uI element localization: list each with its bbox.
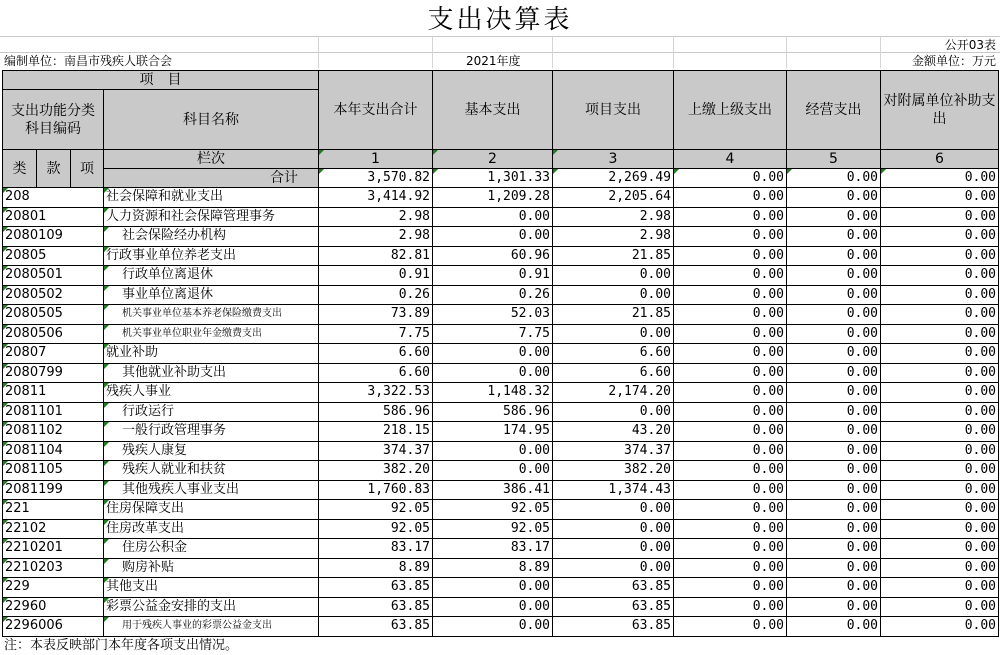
- amount-cell: 63.85: [553, 578, 674, 598]
- subject-name-cell: 购房补贴: [104, 558, 319, 578]
- header-subsidy: 对附属单位补助支出: [881, 71, 999, 150]
- amount-cell: 0.00: [881, 578, 999, 598]
- amount-cell: 0.00: [787, 246, 881, 266]
- func-code-cell: 2081199: [3, 480, 104, 500]
- amount-cell: 1,148.32: [433, 383, 553, 403]
- amount-cell: 0.00: [881, 188, 999, 208]
- amount-cell: 0.00: [787, 500, 881, 520]
- amount-cell: 374.37: [553, 441, 674, 461]
- amount-cell: 7.75: [433, 324, 553, 344]
- amount-cell: 0.00: [553, 285, 674, 305]
- amount-cell: 60.96: [433, 246, 553, 266]
- amount-cell: 1,209.28: [433, 188, 553, 208]
- total-cell: 1,301.33: [433, 169, 553, 188]
- amount-cell: 0.00: [787, 402, 881, 422]
- amount-cell: 63.85: [553, 617, 674, 637]
- amount-cell: 0.00: [787, 285, 881, 305]
- amount-cell: 0.00: [787, 539, 881, 559]
- amount-cell: 386.41: [433, 480, 553, 500]
- fiscal-year: 2021年度: [466, 54, 521, 68]
- amount-cell: 0.00: [787, 519, 881, 539]
- amount-cell: 0.00: [674, 227, 787, 247]
- amount-unit: 金额单位：万元: [911, 54, 996, 68]
- total-label: 合计: [104, 169, 319, 188]
- amount-cell: 92.05: [433, 519, 553, 539]
- amount-cell: 0.00: [553, 500, 674, 520]
- subject-name-cell: 残疾人事业: [104, 383, 319, 403]
- expenditure-table: [2, 70, 999, 637]
- amount-cell: 0.00: [553, 402, 674, 422]
- amount-cell: 0.00: [433, 597, 553, 617]
- amount-cell: 382.20: [319, 461, 433, 481]
- amount-cell: 0.00: [881, 441, 999, 461]
- grid-line: [432, 36, 433, 68]
- amount-cell: 73.89: [319, 305, 433, 325]
- amount-cell: 2.98: [553, 227, 674, 247]
- header-basic: 基本支出: [433, 71, 553, 150]
- table-row: [3, 188, 999, 208]
- amount-cell: 0.00: [787, 558, 881, 578]
- amount-cell: 63.85: [553, 597, 674, 617]
- table-row: [3, 558, 999, 578]
- grid-line: [318, 36, 319, 68]
- amount-cell: 0.00: [787, 188, 881, 208]
- amount-cell: 52.03: [433, 305, 553, 325]
- table-row: [3, 344, 999, 364]
- amount-cell: 83.17: [433, 539, 553, 559]
- grid-line: [0, 36, 1000, 37]
- amount-cell: 0.00: [433, 207, 553, 227]
- subject-name-cell: 社会保障和就业支出: [104, 188, 319, 208]
- total-row: [3, 169, 999, 188]
- func-code-cell: 2080505: [3, 305, 104, 325]
- amount-cell: 43.20: [553, 422, 674, 442]
- amount-cell: 0.00: [787, 344, 881, 364]
- func-code-cell: 208: [3, 188, 104, 208]
- grid-line: [673, 36, 674, 68]
- amount-cell: 2,174.20: [553, 383, 674, 403]
- subject-name-cell: 住房公积金: [104, 539, 319, 559]
- amount-cell: 0.00: [433, 441, 553, 461]
- amount-cell: 0.00: [433, 227, 553, 247]
- amount-cell: 0.00: [674, 597, 787, 617]
- amount-cell: 0.00: [433, 578, 553, 598]
- amount-cell: 0.00: [787, 461, 881, 481]
- table-title: 支出决算表: [427, 5, 573, 35]
- amount-cell: 586.96: [319, 402, 433, 422]
- amount-cell: 0.00: [787, 597, 881, 617]
- subject-name-cell: 就业补助: [104, 344, 319, 364]
- table-row: [3, 480, 999, 500]
- amount-cell: 0.00: [787, 207, 881, 227]
- amount-cell: 0.00: [674, 461, 787, 481]
- subject-name-cell: 其他就业补助支出: [104, 363, 319, 383]
- amount-cell: 586.96: [433, 402, 553, 422]
- amount-cell: 0.00: [674, 500, 787, 520]
- amount-cell: 2,205.64: [553, 188, 674, 208]
- header-subject-name: 科目名称: [104, 90, 319, 150]
- amount-cell: 1,760.83: [319, 480, 433, 500]
- grid-line: [786, 36, 787, 68]
- table-row: [3, 597, 999, 617]
- amount-cell: 0.00: [674, 480, 787, 500]
- table-row: [3, 207, 999, 227]
- header-operate: 经营支出: [787, 71, 881, 150]
- amount-cell: 0.00: [881, 266, 999, 286]
- column-index: 3: [553, 150, 674, 169]
- header-func-code: 支出功能分类科目编码: [3, 90, 104, 150]
- func-code-cell: 2080506: [3, 324, 104, 344]
- amount-cell: 0.00: [787, 363, 881, 383]
- table-row: [3, 441, 999, 461]
- func-code-cell: 2080502: [3, 285, 104, 305]
- amount-cell: 0.26: [433, 285, 553, 305]
- header-lanci: 栏次: [104, 150, 319, 169]
- amount-cell: 2.98: [319, 227, 433, 247]
- amount-cell: 0.00: [553, 324, 674, 344]
- amount-cell: 0.00: [674, 617, 787, 637]
- header-project: 项目支出: [553, 71, 674, 150]
- table-row: [3, 402, 999, 422]
- amount-cell: 0.00: [787, 480, 881, 500]
- table-row: [3, 324, 999, 344]
- total-cell: 0.00: [881, 169, 999, 188]
- amount-cell: 0.00: [674, 383, 787, 403]
- amount-cell: 0.00: [881, 539, 999, 559]
- amount-cell: 0.00: [881, 422, 999, 442]
- func-code-cell: 20801: [3, 207, 104, 227]
- header-upper: 上缴上级支出: [674, 71, 787, 150]
- grid-line: [880, 36, 881, 68]
- amount-cell: 0.00: [674, 207, 787, 227]
- column-index: 4: [674, 150, 787, 169]
- func-code-cell: 2081102: [3, 422, 104, 442]
- amount-cell: 0.00: [881, 383, 999, 403]
- amount-cell: 0.00: [881, 461, 999, 481]
- subject-name-cell: 人力资源和社会保障管理事务: [104, 207, 319, 227]
- column-index: 6: [881, 150, 999, 169]
- amount-cell: 0.00: [787, 266, 881, 286]
- amount-cell: 0.91: [319, 266, 433, 286]
- amount-cell: 0.00: [674, 305, 787, 325]
- func-code-cell: 2080799: [3, 363, 104, 383]
- table-row: [3, 305, 999, 325]
- amount-cell: 0.00: [674, 266, 787, 286]
- amount-cell: 0.00: [674, 344, 787, 364]
- amount-cell: 0.00: [553, 539, 674, 559]
- subject-name-cell: 一般行政管理事务: [104, 422, 319, 442]
- amount-cell: 6.60: [553, 363, 674, 383]
- compiling-unit: 编制单位：南昌市残疾人联合会: [4, 54, 173, 68]
- table-row: [3, 363, 999, 383]
- amount-cell: 382.20: [553, 461, 674, 481]
- amount-cell: 63.85: [319, 617, 433, 637]
- header-kuan: 款: [37, 150, 71, 188]
- amount-cell: 21.85: [553, 246, 674, 266]
- table-row: [3, 539, 999, 559]
- amount-cell: 0.00: [881, 285, 999, 305]
- column-index: 5: [787, 150, 881, 169]
- subject-name-cell: 住房改革支出: [104, 519, 319, 539]
- table-row: [3, 422, 999, 442]
- amount-cell: 0.00: [881, 363, 999, 383]
- func-code-cell: 2210201: [3, 539, 104, 559]
- amount-cell: 1,374.43: [553, 480, 674, 500]
- subject-name-cell: 机关事业单位基本养老保险缴费支出: [104, 305, 319, 325]
- table-row: [3, 578, 999, 598]
- form-code: 公开03表: [944, 38, 996, 52]
- amount-cell: 0.00: [433, 344, 553, 364]
- amount-cell: 6.60: [319, 363, 433, 383]
- amount-cell: 0.00: [674, 402, 787, 422]
- total-cell: 0.00: [674, 169, 787, 188]
- amount-cell: 0.00: [881, 402, 999, 422]
- func-code-cell: 2081101: [3, 402, 104, 422]
- amount-cell: 0.00: [787, 617, 881, 637]
- amount-cell: 0.00: [881, 207, 999, 227]
- header-total: 本年支出合计: [319, 71, 433, 150]
- subject-name-cell: 行政事业单位养老支出: [104, 246, 319, 266]
- header-lei: 类: [3, 150, 37, 188]
- amount-cell: 0.00: [881, 558, 999, 578]
- subject-name-cell: 其他残疾人事业支出: [104, 480, 319, 500]
- table-row: [3, 285, 999, 305]
- func-code-cell: 221: [3, 500, 104, 520]
- func-code-cell: 229: [3, 578, 104, 598]
- total-cell: 2,269.49: [553, 169, 674, 188]
- amount-cell: 0.00: [881, 344, 999, 364]
- amount-cell: 2.98: [319, 207, 433, 227]
- header-xiang: 项: [71, 150, 104, 188]
- table-row: [3, 246, 999, 266]
- func-code-cell: 2081104: [3, 441, 104, 461]
- amount-cell: 0.00: [674, 539, 787, 559]
- amount-cell: 0.00: [674, 285, 787, 305]
- amount-cell: 218.15: [319, 422, 433, 442]
- subject-name-cell: 残疾人就业和扶贫: [104, 461, 319, 481]
- func-code-cell: 2081105: [3, 461, 104, 481]
- func-code-cell: 20807: [3, 344, 104, 364]
- grid-line: [0, 52, 1000, 53]
- table-row: [3, 461, 999, 481]
- amount-cell: 92.05: [433, 500, 553, 520]
- amount-cell: 0.00: [553, 519, 674, 539]
- amount-cell: 6.60: [553, 344, 674, 364]
- subject-name-cell: 行政单位离退休: [104, 266, 319, 286]
- grid-line: [552, 36, 553, 68]
- func-code-cell: 2080501: [3, 266, 104, 286]
- amount-cell: 0.00: [881, 480, 999, 500]
- amount-cell: 0.00: [881, 305, 999, 325]
- table-row: [3, 500, 999, 520]
- amount-cell: 0.00: [881, 500, 999, 520]
- table-row: [3, 519, 999, 539]
- amount-cell: 0.00: [787, 305, 881, 325]
- subject-name-cell: 行政运行: [104, 402, 319, 422]
- amount-cell: 92.05: [319, 500, 433, 520]
- amount-cell: 0.00: [881, 227, 999, 247]
- amount-cell: 6.60: [319, 344, 433, 364]
- amount-cell: 174.95: [433, 422, 553, 442]
- amount-cell: 83.17: [319, 539, 433, 559]
- amount-cell: 0.00: [674, 558, 787, 578]
- amount-cell: 0.00: [674, 578, 787, 598]
- amount-cell: 21.85: [553, 305, 674, 325]
- amount-cell: 0.00: [674, 188, 787, 208]
- func-code-cell: 2210203: [3, 558, 104, 578]
- amount-cell: 0.00: [881, 246, 999, 266]
- amount-cell: 8.89: [319, 558, 433, 578]
- subject-name-cell: 机关事业单位职业年金缴费支出: [104, 324, 319, 344]
- amount-cell: 374.37: [319, 441, 433, 461]
- subject-name-cell: 住房保障支出: [104, 500, 319, 520]
- amount-cell: 92.05: [319, 519, 433, 539]
- amount-cell: 0.00: [787, 441, 881, 461]
- table-row: [3, 266, 999, 286]
- amount-cell: 0.00: [787, 578, 881, 598]
- amount-cell: 8.89: [433, 558, 553, 578]
- amount-cell: 3,322.53: [319, 383, 433, 403]
- total-cell: 3,570.82: [319, 169, 433, 188]
- func-code-cell: 20811: [3, 383, 104, 403]
- amount-cell: 82.81: [319, 246, 433, 266]
- amount-cell: 0.00: [433, 617, 553, 637]
- column-index: 2: [433, 150, 553, 169]
- func-code-cell: 2080109: [3, 227, 104, 247]
- subject-name-cell: 彩票公益金安排的支出: [104, 597, 319, 617]
- amount-cell: 0.00: [433, 461, 553, 481]
- table-row: [3, 383, 999, 403]
- amount-cell: 0.00: [881, 597, 999, 617]
- subject-name-cell: 用于残疾人事业的彩票公益金支出: [104, 617, 319, 637]
- amount-cell: 63.85: [319, 578, 433, 598]
- table-row: [3, 227, 999, 247]
- amount-cell: 0.00: [674, 441, 787, 461]
- amount-cell: 0.00: [674, 324, 787, 344]
- amount-cell: 7.75: [319, 324, 433, 344]
- amount-cell: 0.00: [553, 266, 674, 286]
- amount-cell: 0.00: [787, 324, 881, 344]
- amount-cell: 0.26: [319, 285, 433, 305]
- amount-cell: 2.98: [553, 207, 674, 227]
- table-note: 注：本表反映部门本年度各项支出情况。: [4, 638, 239, 653]
- func-code-cell: 22960: [3, 597, 104, 617]
- amount-cell: 0.00: [881, 617, 999, 637]
- amount-cell: 0.00: [881, 324, 999, 344]
- amount-cell: 0.00: [674, 519, 787, 539]
- func-code-cell: 20805: [3, 246, 104, 266]
- amount-cell: 0.00: [787, 383, 881, 403]
- amount-cell: 0.00: [433, 363, 553, 383]
- subject-name-cell: 其他支出: [104, 578, 319, 598]
- subject-name-cell: 残疾人康复: [104, 441, 319, 461]
- amount-cell: 0.00: [674, 363, 787, 383]
- amount-cell: 0.91: [433, 266, 553, 286]
- column-index: 1: [319, 150, 433, 169]
- subject-name-cell: 事业单位离退休: [104, 285, 319, 305]
- amount-cell: 3,414.92: [319, 188, 433, 208]
- amount-cell: 63.85: [319, 597, 433, 617]
- amount-cell: 0.00: [553, 558, 674, 578]
- amount-cell: 0.00: [881, 519, 999, 539]
- subject-name-cell: 社会保险经办机构: [104, 227, 319, 247]
- amount-cell: 0.00: [787, 227, 881, 247]
- amount-cell: 0.00: [674, 246, 787, 266]
- total-cell: 0.00: [787, 169, 881, 188]
- amount-cell: 0.00: [787, 422, 881, 442]
- amount-cell: 0.00: [674, 422, 787, 442]
- header-item: 项 目: [3, 71, 319, 90]
- func-code-cell: 22102: [3, 519, 104, 539]
- func-code-cell: 2296006: [3, 617, 104, 637]
